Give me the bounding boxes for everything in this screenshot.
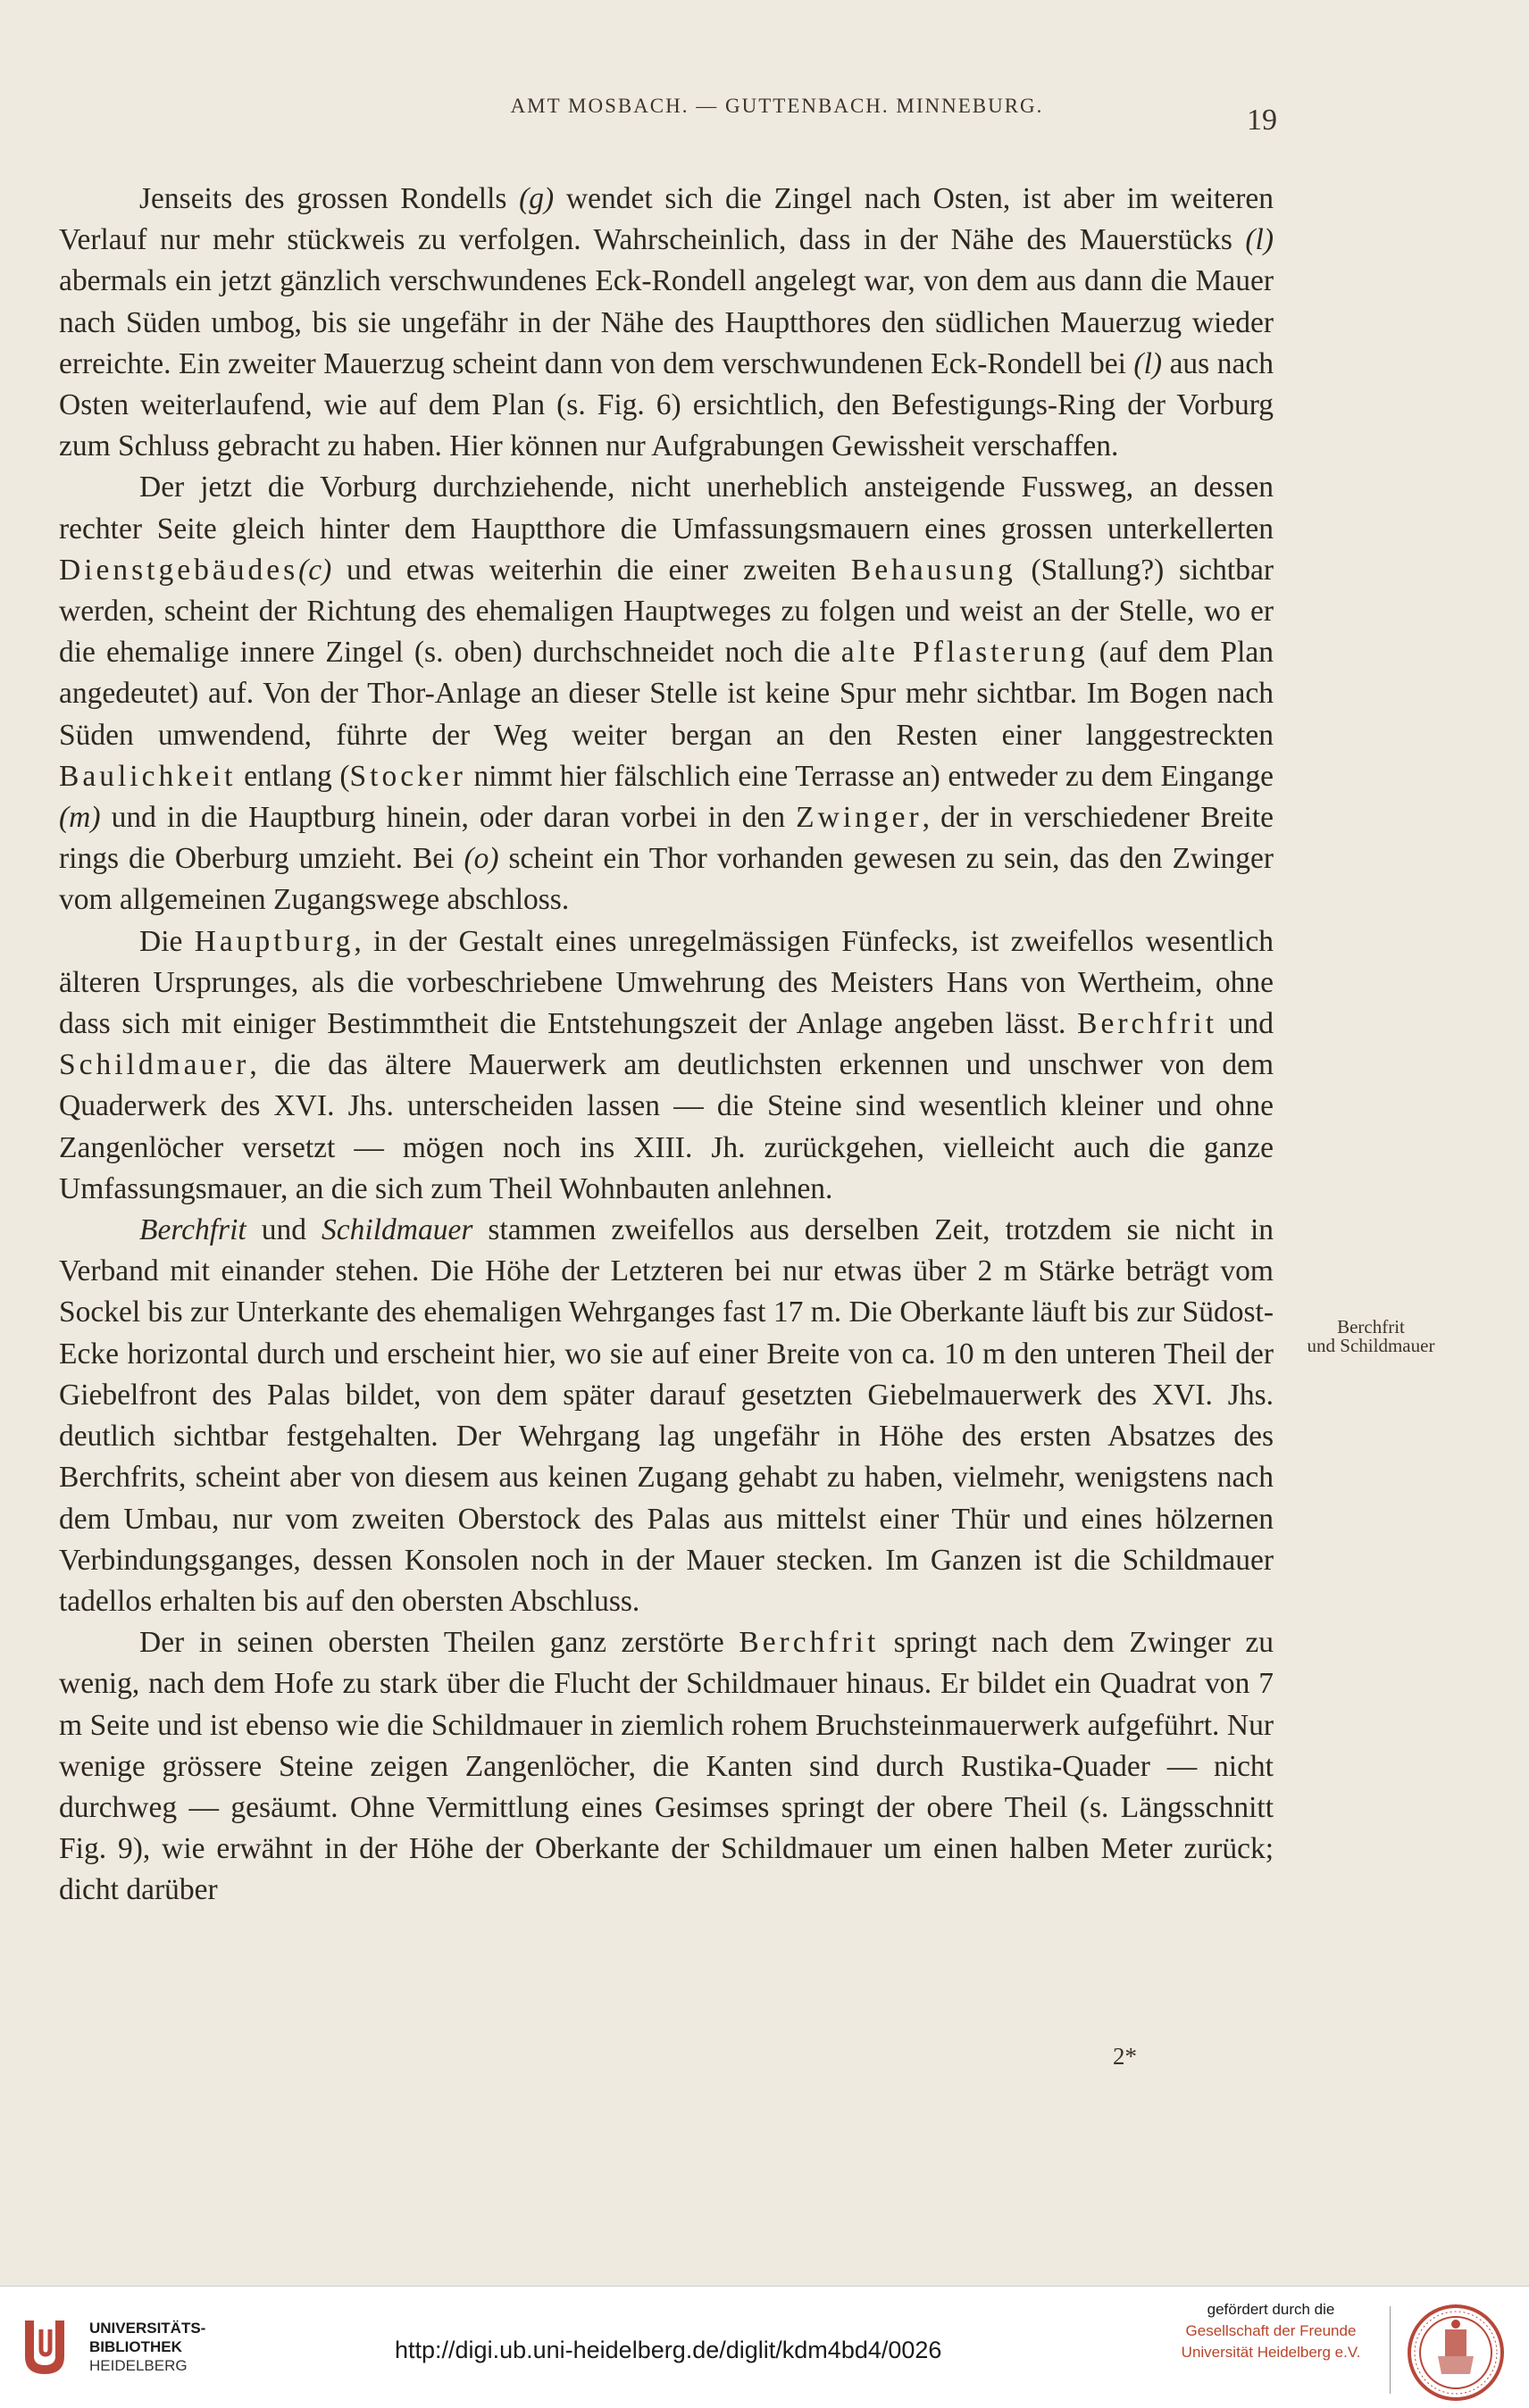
- plan-reference: (l): [1133, 346, 1163, 380]
- spaced-term: Stocker: [349, 759, 466, 793]
- text-run: , der in verschiedener Breite rings die Oberburg umzieht. Bei: [59, 801, 1274, 876]
- text-run: , in der Gestalt eines unregelmässigen Fünfecks, ist zweifellos wesentlich älteren Ursprunges, als die vorbeschriebene Umwehrung des Meisters Hans von Wertheim, ohne dass sich mit einiger Bestimmtheit die Entstehungszeit der Anlage angeben lässt.: [59, 924, 1274, 1041]
- text-run: aus nach Osten weiterlaufend, wie auf dem Plan (s. Fig. 6) ersichtlich, den Befestigungs-Ring der Vorburg zum Schluss gebracht zu haben. Hier können nur Aufgrabungen Gewissheit verschaffen.: [59, 346, 1274, 463]
- spaced-term: Berchfrit: [739, 1626, 880, 1660]
- margin-note-line: Berchfrit: [1337, 1316, 1405, 1337]
- spaced-term: Zwinger: [796, 801, 923, 835]
- library-name[interactable]: [89, 2319, 205, 2375]
- text-run: und in die Hauptburg hinein, oder daran vorbei in den: [100, 801, 797, 835]
- text-run: Der in seinen obersten Theilen ganz zerstörte: [139, 1626, 739, 1660]
- running-head: AMT MOSBACH. — GUTTENBACH. MINNEBURG.: [510, 95, 1044, 117]
- funding-label: gefördert durch die: [1207, 2301, 1335, 2318]
- footer-divider: [1390, 2306, 1391, 2394]
- plan-reference: (o): [464, 842, 499, 876]
- university-seal-icon[interactable]: [1406, 2303, 1506, 2403]
- plan-reference: (m): [59, 801, 101, 835]
- spaced-term: alte Pflasterung: [840, 636, 1089, 670]
- spaced-term: Behausung: [850, 553, 1016, 587]
- text-run: stammen zweifellos aus derselben Zeit, trotzdem sie nicht in Verband mit einander stehen. Die Höhe der Letzteren bei nur etwas über 2 m Stärke beträgt vom Sockel bis zur Unterkante des ehemaligen Wehrganges fast 17 m. Die Oberkante läuft bis zur Südost-Ecke horizontal durch und erscheint hier, wo sie auf einer Breite von ca. 10 m den unteren Theil der Giebelfront des Palas bildet, von dem später darauf gesetzten Giebelmauerwerk des XVI. Jhs. deutlich sichtbar festgehalten. Der Wehrgang lag ungefähr in Höhe des ersten Absatzes des Berchfrits, scheint aber von diesem aus keinen Zugang gehabt zu haben, vielmehr, wenigstens nach dem Umbau, nur vom zweiten Oberstock des Palas aus mittelst einer Thür und eines hölzernen Verbindungsganges, dessen Konsolen noch in der Mauer stecken. Im Ganzen ist die Schildmauer tadellos erhalten bis auf den obersten Abschluss.: [59, 1213, 1274, 1618]
- plan-reference: (c): [298, 553, 332, 587]
- plan-reference: (l): [1245, 223, 1274, 257]
- spaced-term: Hauptburg: [194, 924, 355, 958]
- text-run: und: [1217, 1007, 1274, 1041]
- italic-term: Berchfrit: [139, 1213, 246, 1247]
- paragraph: [59, 921, 1274, 1210]
- body-text: [59, 179, 1274, 1912]
- text-run: (Stallung?) sichtbar werden, scheint der Richtung des ehemaligen Hauptweges zu folgen und weist an der Stelle, wo er die ehemalige innere Zingel (s. oben) durchschneidet noch die: [59, 553, 1274, 670]
- text-run: Die: [139, 924, 195, 958]
- funding-credit[interactable]: [1150, 2299, 1391, 2363]
- spaced-term: Baulichkeit: [59, 759, 237, 793]
- plan-reference: (g): [519, 182, 555, 215]
- document-url-link[interactable]: http://digi.ub.uni-heidelberg.de/diglit/kdm4bd4/0026: [395, 2337, 942, 2363]
- margin-note-line: und Schildmauer: [1307, 1335, 1435, 1356]
- spaced-term: Dienstgebäudes: [59, 553, 299, 587]
- sheet-signature: 2*: [1113, 2043, 1137, 2070]
- ub-heidelberg-logo-icon[interactable]: [18, 2312, 80, 2383]
- text-run: Der jetzt die Vorburg durchziehende, nicht unerheblich ansteigende Fussweg, an dessen rechter Seite gleich hinter dem Hauptthore die Umfassungsmauern eines grossen unterkellerten: [59, 471, 1274, 546]
- margin-note: [1277, 1318, 1465, 1355]
- text-run: entlang (: [236, 759, 350, 793]
- paragraph: [59, 1622, 1274, 1911]
- library-name-line: BIBLIOTHEK: [89, 2338, 182, 2355]
- paragraph: [59, 467, 1274, 921]
- text-run: , die das ältere Mauerwerk am deutlichsten erkennen und unschwer von dem Quaderwerk des XVI. Jhs. unterscheiden lassen — die Steine sind wesentlich kleiner und ohne Zangenlöcher versetzt — mögen noch ins XIII. Jh. zurückgehen, vielleicht auch die ganze Umfassungsmauer, an die sich zum Theil Wohnbauten anlehnen.: [59, 1048, 1274, 1205]
- text-run: und: [246, 1213, 322, 1247]
- text-run: Jenseits des grossen Rondells: [139, 182, 520, 215]
- text-run: und etwas weiterhin die einer zweiten: [331, 553, 851, 587]
- text-run: springt nach dem Zwinger zu wenig, nach dem Hofe zu stark über die Flucht der Schildmauer hinaus. Er bildet ein Quadrat von 7 m Seite und ist ebenso wie die Schildmauer in ziemlich rohem Bruchsteinmauerwerk aufgeführt. Nur wenige grössere Steine zeigen Zangenlöcher, die Kanten sind durch Rustika-Quader — nicht durchweg — gesäumt. Ohne Vermittlung eines Gesimses springt der obere Theil (s. Längsschnitt Fig. 9), wie erwähnt in der Höhe der Oberkante der Schildmauer um einen halben Meter zurück; dicht darüber: [59, 1626, 1274, 1907]
- text-run: (auf dem Plan angedeutet) auf. Von der Thor-Anlage an dieser Stelle ist keine Spur mehr sichtbar. Im Bogen nach Süden umwendend, führte der Weg weiter bergan an den Resten einer langgestreckten: [59, 636, 1274, 752]
- text-run: abermals ein jetzt gänzlich verschwundenes Eck-Rondell angelegt war, von dem aus dann die Mauer nach Süden umbog, bis sie ungefähr in der Nähe des Hauptthores den südlichen Mauerzug wieder erreichte. Ein zweiter Mauerzug scheint dann von dem verschwundenen Eck-Rondell bei: [59, 264, 1274, 380]
- society-name: Gesellschaft der Freunde: [1185, 2322, 1357, 2339]
- paragraph: [59, 179, 1274, 467]
- text-run: wendet sich die Zingel nach Osten, ist aber im weiteren Verlauf nur mehr stückweis zu verfolgen. Wahrscheinlich, dass in der Nähe des Mauerstücks: [59, 182, 1274, 257]
- library-name-line: HEIDELBERG: [89, 2357, 188, 2374]
- paragraph: [59, 1210, 1274, 1622]
- spaced-term: Berchfrit: [1077, 1007, 1218, 1041]
- page-number: 19: [1247, 104, 1277, 137]
- text-run: nimmt hier fälschlich eine Terrasse an) entweder zu dem Eingange: [465, 759, 1274, 793]
- italic-term: Schildmauer: [322, 1213, 473, 1247]
- library-name-line: UNIVERSITÄTS-: [89, 2320, 206, 2337]
- spaced-term: Schildmauer: [59, 1048, 250, 1082]
- society-name: Universität Heidelberg e.V.: [1181, 2344, 1361, 2361]
- text-run: scheint ein Thor vorhanden gewesen zu sein, das den Zwinger vom allgemeinen Zugangswege abschloss.: [59, 842, 1274, 917]
- footer-bar: [0, 2286, 1529, 2408]
